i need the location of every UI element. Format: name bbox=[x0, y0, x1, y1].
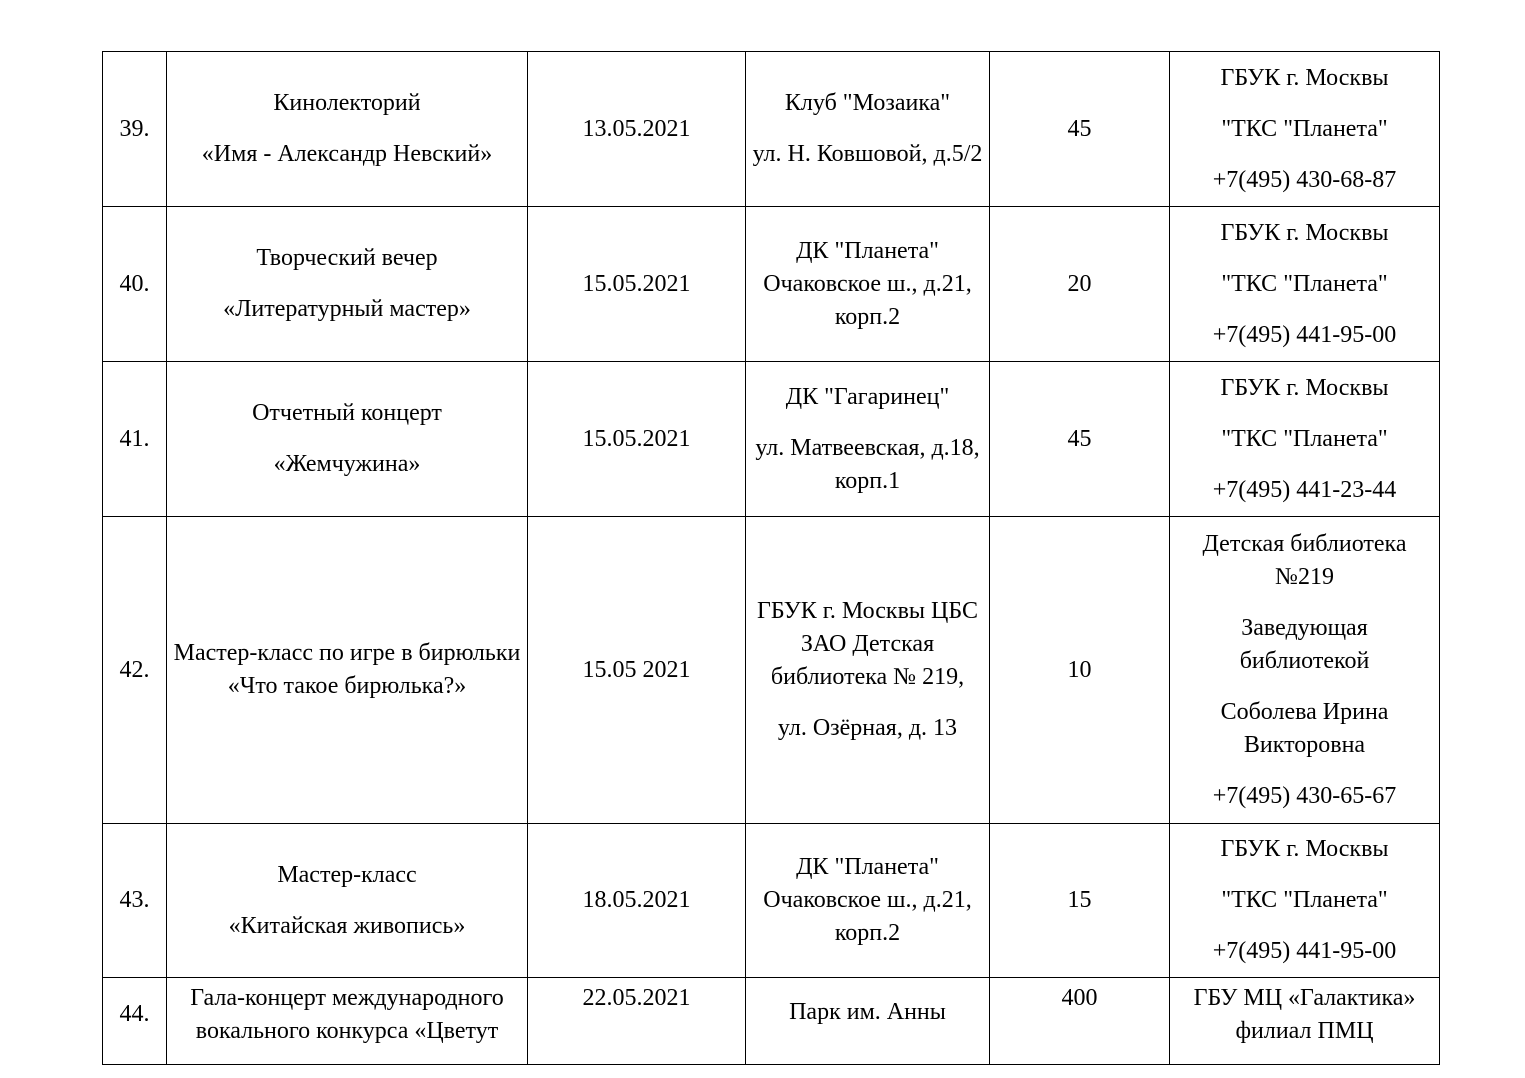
table-row bbox=[103, 207, 1440, 362]
count-cell: 20 bbox=[990, 207, 1170, 362]
date-cell: 18.05.2021 bbox=[528, 824, 746, 978]
row-number: 44. bbox=[103, 978, 167, 1065]
place-cell: ГБУК г. Москвы ЦБС ЗАО Детская библиотека № 219, ул. Озёрная, д. 13 bbox=[746, 517, 990, 824]
place-cell: ДК "Планета" Очаковское ш., д.21, корп.2 bbox=[746, 207, 990, 362]
row-number: 43. bbox=[103, 824, 167, 978]
organizer-cell: ГБУ МЦ «Галактика» филиал ПМЦ bbox=[1170, 978, 1440, 1065]
date-cell: 15.05 2021 bbox=[528, 517, 746, 824]
place-cell: Парк им. Анны bbox=[746, 978, 990, 1065]
count-cell: 45 bbox=[990, 52, 1170, 207]
table-row bbox=[103, 517, 1440, 824]
place-cell: ДК "Планета" Очаковское ш., д.21, корп.2 bbox=[746, 824, 990, 978]
organizer-cell: ГБУК г. Москвы "ТКС "Планета" +7(495) 441-23-44 bbox=[1170, 362, 1440, 517]
date-cell: 15.05.2021 bbox=[528, 207, 746, 362]
count-cell: 400 bbox=[990, 978, 1170, 1065]
table-row bbox=[103, 824, 1440, 978]
event-cell: Кинолекторий «Имя - Александр Невский» bbox=[167, 52, 528, 207]
place-cell: Клуб "Мозаика" ул. Н. Ковшовой, д.5/2 bbox=[746, 52, 990, 207]
count-cell: 15 bbox=[990, 824, 1170, 978]
row-number: 42. bbox=[103, 517, 167, 824]
organizer-cell: ГБУК г. Москвы "ТКС "Планета" +7(495) 441-95-00 bbox=[1170, 207, 1440, 362]
events-table bbox=[102, 51, 1440, 1065]
event-cell: Творческий вечер «Литературный мастер» bbox=[167, 207, 528, 362]
table-row bbox=[103, 52, 1440, 207]
row-number: 39. bbox=[103, 52, 167, 207]
date-cell: 15.05.2021 bbox=[528, 362, 746, 517]
event-cell: Отчетный концерт «Жемчужина» bbox=[167, 362, 528, 517]
row-number: 41. bbox=[103, 362, 167, 517]
date-cell: 13.05.2021 bbox=[528, 52, 746, 207]
event-cell: Мастер-класс «Китайская живопись» bbox=[167, 824, 528, 978]
event-cell: Мастер-класс по игре в бирюльки «Что такое бирюлька?» bbox=[167, 517, 528, 824]
row-number: 40. bbox=[103, 207, 167, 362]
date-cell: 22.05.2021 bbox=[528, 978, 746, 1065]
event-cell: Гала-концерт международного вокального конкурса «Цветут bbox=[167, 978, 528, 1065]
organizer-cell: ГБУК г. Москвы "ТКС "Планета" +7(495) 430-68-87 bbox=[1170, 52, 1440, 207]
organizer-cell: ГБУК г. Москвы "ТКС "Планета" +7(495) 441-95-00 bbox=[1170, 824, 1440, 978]
count-cell: 10 bbox=[990, 517, 1170, 824]
place-cell: ДК "Гагаринец" ул. Матвеевская, д.18, корп.1 bbox=[746, 362, 990, 517]
table-row bbox=[103, 978, 1440, 1065]
organizer-cell: Детская библиотека №219 Заведующая библиотекой Соболева Ирина Викторовна +7(495) 430-65-67 bbox=[1170, 517, 1440, 824]
table-row bbox=[103, 362, 1440, 517]
count-cell: 45 bbox=[990, 362, 1170, 517]
